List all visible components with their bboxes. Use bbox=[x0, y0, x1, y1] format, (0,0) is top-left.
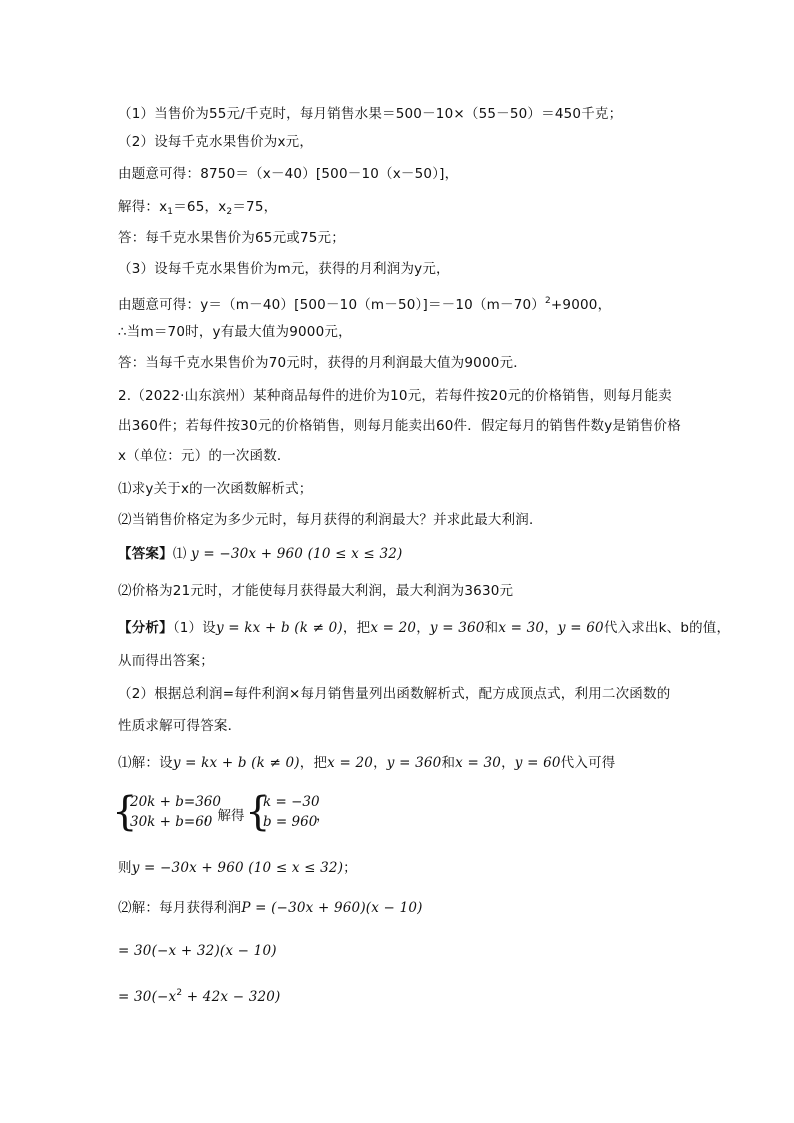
eq2-sup: 2 bbox=[176, 988, 183, 998]
solution-1-m4: x = 30 bbox=[455, 755, 502, 771]
solution-1-d: 和 bbox=[441, 755, 456, 771]
line-3: 由题意可得：8750＝（x－40）[500－10（x－50）]， bbox=[118, 166, 459, 182]
equation-step-1: = 30(−x + 32)(x − 10) bbox=[118, 943, 277, 959]
line-7-b: +9000， bbox=[550, 297, 612, 313]
analysis-1-e: ， bbox=[544, 620, 558, 636]
question-2-part-1: ⑴求y关于x的一次函数解析式； bbox=[118, 481, 313, 497]
then-b: ； bbox=[343, 860, 357, 876]
line-2: （2）设每千克水果售价为x元， bbox=[118, 134, 314, 150]
system-eq-2: 30k + b=60 bbox=[130, 814, 213, 830]
solution-1-f: 代入可得 bbox=[560, 755, 616, 771]
answer-label: 【答案】 bbox=[118, 546, 173, 562]
solution-1-c: ， bbox=[373, 755, 387, 771]
line-6: （3）设每千克水果售价为m元，获得的月利润为y元， bbox=[118, 261, 450, 277]
eq2-a: = 30(−x bbox=[118, 989, 177, 1005]
answer-line-2: ⑵价格为21元时，才能使每月获得最大利润，最大利润为3630元 bbox=[118, 583, 514, 599]
line-4-sub2: 2 bbox=[226, 207, 233, 217]
solution-left-brace: { bbox=[245, 789, 271, 835]
line-4-b: ＝65，x bbox=[173, 199, 227, 215]
solution-1-a: ⑴解：设 bbox=[118, 755, 173, 771]
solution-line-1 bbox=[118, 752, 615, 774]
line-1: （1）当售价为55元/千克时，每月销售水果＝500－10×（55－50）＝450千克； bbox=[118, 106, 623, 122]
analysis-1-m3: y = 360 bbox=[429, 620, 485, 636]
line-4-c: ＝75， bbox=[232, 199, 278, 215]
solution-1-m3: y = 360 bbox=[386, 755, 442, 771]
solution-eq-k: k = −30 bbox=[263, 794, 320, 810]
analysis-1-m1: y = kx + b (k ≠ 0) bbox=[215, 620, 343, 636]
analysis-line-4: 性质求解可得答案． bbox=[118, 718, 242, 734]
line-7 bbox=[118, 290, 611, 316]
analysis-1-m4: x = 30 bbox=[498, 620, 545, 636]
analysis-1-b: ，把 bbox=[342, 620, 371, 636]
solution-1-e: ， bbox=[501, 755, 515, 771]
then-line bbox=[118, 857, 357, 879]
question-2: 2.（2022·山东滨州）某种商品每件的进价为10元，若每件按20元的价格销售，则每月能卖出360件；若每件按30元的价格销售，则每月能卖出60件．假定每月的销售件数y是销售价格x（单位：元）的一次函数． bbox=[118, 388, 681, 464]
line-9: 答：当每千克水果售价为70元时，获得的月利润最大值为9000元． bbox=[118, 355, 527, 371]
eq2-b: + 42x − 320) bbox=[182, 989, 281, 1005]
system-end-comma: ， bbox=[316, 808, 330, 824]
line-4-sub1: 1 bbox=[167, 207, 174, 217]
system-eq-1: 20k + b=360 bbox=[130, 794, 221, 810]
then-formula: y = −30x + 960 (10 ≤ x ≤ 32) bbox=[131, 860, 344, 876]
line-4-a: 解得：x bbox=[118, 199, 168, 215]
analysis-1-a: （1）设 bbox=[172, 620, 216, 636]
system-solve-text: ，解得 bbox=[204, 808, 245, 824]
solution-1-m5: y = 60 bbox=[514, 755, 561, 771]
line-7-a: 由题意可得：y＝（m－40）[500－10（m－50）]＝－10（m－70） bbox=[118, 297, 545, 313]
analysis-1-c: ， bbox=[416, 620, 430, 636]
analysis-1-m2: x = 20 bbox=[370, 620, 417, 636]
system-left-brace: { bbox=[112, 789, 138, 835]
analysis-line-2: 从而得出答案； bbox=[118, 653, 214, 669]
solution-eq-b: b = 960 bbox=[263, 814, 318, 830]
analysis-1-d: 和 bbox=[484, 620, 499, 636]
line-8: ∴当m＝70时，y有最大值为9000元， bbox=[118, 324, 352, 340]
answer-1-formula: y = −30x + 960 (10 ≤ x ≤ 32) bbox=[191, 546, 403, 562]
answer-line-1 bbox=[118, 543, 402, 565]
analysis-1-f: 代入求出k、b的值， bbox=[603, 620, 731, 636]
line-7-sup: 2 bbox=[544, 296, 551, 306]
solution-line-2 bbox=[118, 897, 423, 919]
analysis-1-m5: y = 60 bbox=[557, 620, 604, 636]
then-a: 则 bbox=[118, 860, 132, 876]
solution-1-m2: x = 20 bbox=[327, 755, 374, 771]
line-4 bbox=[118, 196, 277, 223]
answer-1-prefix: ⑴ bbox=[172, 546, 187, 562]
solution-1-b: ，把 bbox=[299, 755, 328, 771]
analysis-line-1 bbox=[118, 617, 730, 639]
question-2-part-2: ⑵当销售价格定为多少元时，每月获得的利润最大？并求此最大利润． bbox=[118, 512, 543, 528]
solution-2-a: ⑵解：每月获得利润 bbox=[118, 900, 242, 916]
analysis-label: 【分析】 bbox=[118, 620, 173, 636]
equation-step-2 bbox=[118, 982, 281, 1008]
line-5: 答：每千克水果售价为65元或75元； bbox=[118, 230, 345, 246]
solution-1-m1: y = kx + b (k ≠ 0) bbox=[172, 755, 300, 771]
solution-2-formula: P = (−30x + 960)(x − 10) bbox=[241, 900, 423, 916]
analysis-line-3: （2）根据总利润=每件利润×每月销售量列出函数解析式，配方成顶点式，利用二次函数的 bbox=[118, 686, 671, 702]
